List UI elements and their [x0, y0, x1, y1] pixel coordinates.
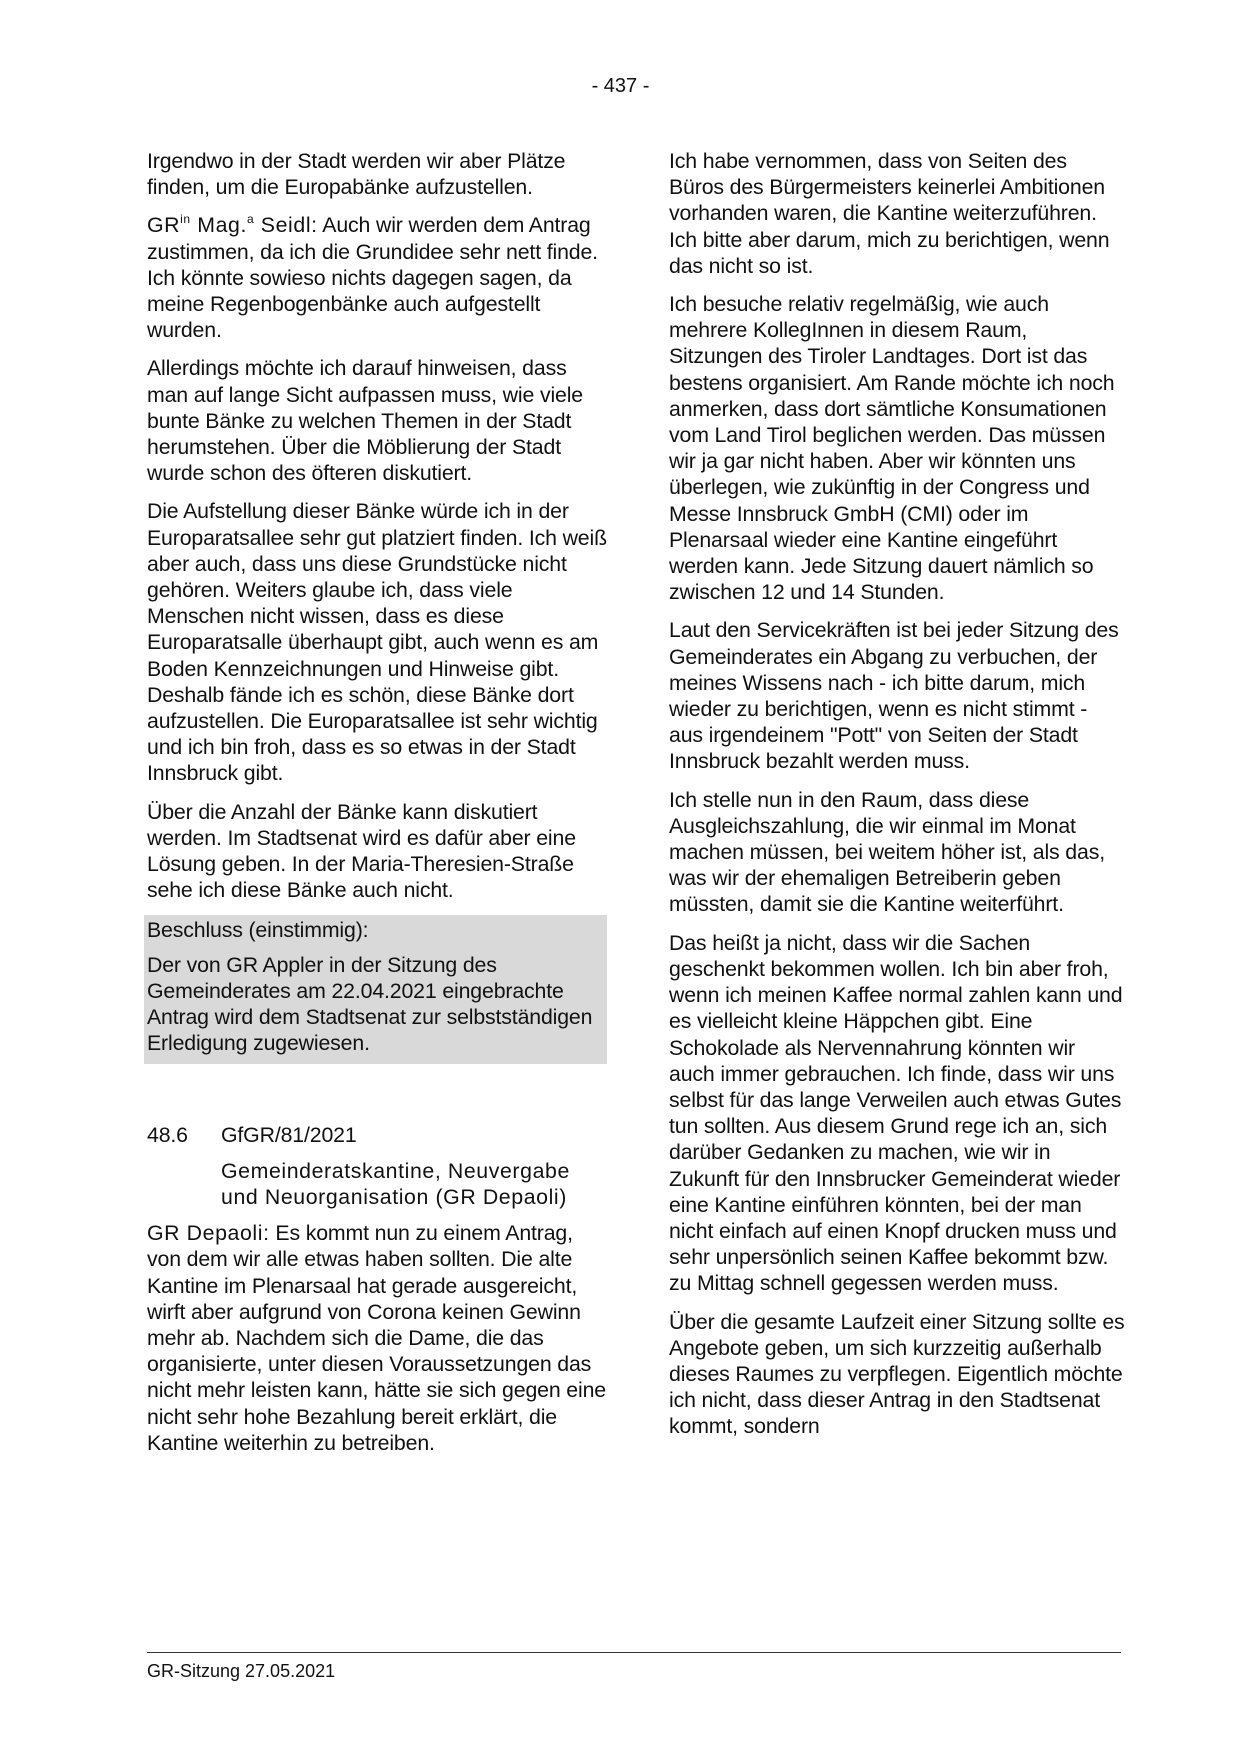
paragraph: Das heißt ja nicht, dass wir die Sachen geschenkt bekommen wollen. Ich bin aber froh, wenn ich meinen Kaffee normal zahlen kann und es vielleicht kleine Häppchen gibt. Eine Schokolade als Nervennahrung könnten wir auch immer gebrauchen. Ich finde, dass wir uns selbst für das lange Verweilen auch etwas Gutes tun sollten. Aus diesem Grund rege ich an, sich darüber Gedanken zu machen, wie wir in Zukunft für den Innsbrucker Gemeinderat wieder eine Kantine einführen könnten, bei der man nicht einfach auf einen Knopf drucken muss und sehr unpersönlich seinen Kaffee bekommt bzw. zu Mittag schnell gegessen werden muss.	[669, 930, 1123, 1296]
speaker-paragraph: GR Depaoli: Es kommt nun zu einem Antrag, von dem wir alle etwas haben sollten. Die alte Kantine im Plenarsaal hat gerade ausgereicht, wirft aber aufgrund von Corona keinen Gewinn mehr ab. Nachdem sich die Dame, die das organisierte, unter diesen Voraussetzungen das nicht mehr leisten kann, hätte sie sich gegen eine nicht sehr hohe Bezahlung bereit erklärt, die Kantine weiterhin zu betreiben.	[147, 1221, 606, 1455]
right-column	[669, 148, 1125, 1440]
footer-divider	[147, 1652, 1121, 1653]
left-column	[147, 148, 607, 1456]
speaker-paragraph: $GR^{in}$ Mag.$^a$ Seidl: Auch wir werden dem Antrag zustimmen, da ich die Grundidee sehr nett finde. Ich könnte sowieso nichts dagegen sagen, da meine Regenbogenbänke auch aufgestellt wurden.	[147, 212, 598, 343]
agenda-item-title: Gemeinderatskantine, Neuvergabe und Neuorganisation (GR Depaoli)	[221, 1158, 570, 1209]
agenda-item-header	[147, 1122, 607, 1211]
paragraph: Über die gesamte Laufzeit einer Sitzung sollte es Angebote geben, um sich kurzzeitig außerhalb dieses Raumes zu verpflegen. Eigentlich möchte ich nicht, dass dieser Antrag in den Stadtsenat kommt, sondern	[669, 1309, 1125, 1439]
paragraph: Laut den Servicekräften ist bei jeder Sitzung des Gemeinderates ein Abgang zu verbuchen, der meines Wissens nach - ich bitte darum, mich wieder zu berichtigen, wenn es nicht stimmt - aus irgendeinem "Pott" von Seiten der Stadt Innsbruck bezahlt werden muss.	[669, 618, 1119, 774]
paragraph: Ich besuche relativ regelmäßig, wie auch mehrere KollegInnen in diesem Raum, Sitzungen des Tiroler Landtages. Dort ist das bestens organisiert. Am Rande möchte ich noch anmerken, dass dort sämtliche Konsumationen vom Land Tirol beglichen werden. Das müssen wir ja gar nicht haben. Aber wir könnten uns überlegen, wie zukünftig in der Congress und Messe Innsbruck GmbH (CMI) oder im Plenarsaal wieder eine Kantine eingeführt werden kann. Jede Sitzung dauert nämlich so zwischen 12 und 14 Stunden.	[669, 292, 1115, 605]
decision-label: Beschluss (einstimmig):	[147, 918, 369, 943]
paragraph: Ich habe vernommen, dass von Seiten des Büros des Bürgermeisters keinerlei Ambitionen vorhanden waren, die Kantine weiterzuführen. Ich bitte aber darum, mich zu berichtigen, wenn das nicht so ist.	[669, 149, 1110, 278]
paragraph: Ich stelle nun in den Raum, dass diese Ausgleichszahlung, die wir einmal im Monat machen müssen, bei weitem höher ist, als das, was wir der ehemaligen Betreiberin geben müssten, damit sie die Kantine weiterführt.	[669, 787, 1105, 917]
paragraph: Über die Anzahl der Bänke kann diskutiert werden. Im Stadtsenat wird es dafür aber eine Lösung geben. In der Maria-Theresien-Straße sehe ich diese Bänke auch nicht.	[147, 799, 576, 903]
paragraph: Allerdings möchte ich darauf hinweisen, dass man auf lange Sicht aufpassen muss, wie viele bunte Bänke zu welchen Themen in der Stadt herumstehen. Über die Möblierung der Stadt wurde schon des öfteren diskutiert.	[147, 356, 583, 486]
speaker-name: $GR^{in}$ Mag.$^a$ Seidl:	[147, 212, 318, 238]
decision-box	[144, 915, 607, 1063]
footer-session-date: GR-Sitzung 27.05.2021	[147, 1661, 336, 1681]
page-number: - 437 -	[591, 75, 650, 97]
agenda-item-code: GfGR/81/2021	[221, 1122, 357, 1147]
paragraph: Irgendwo in der Stadt werden wir aber Plätze finden, um die Europabänke aufzustellen.	[147, 149, 566, 200]
speaker-name: GR Depaoli:	[147, 1221, 270, 1246]
decision-text: Der von GR Appler in der Sitzung des Gemeinderates am 22.04.2021 eingebrachte Antrag wird dem Stadtsenat zur selbstständigen Erledigung zugewiesen.	[147, 952, 593, 1056]
paragraph: Die Aufstellung dieser Bänke würde ich in der Europaratsallee sehr gut platziert finden. Ich weiß aber auch, dass uns diese Grundstücke nicht gehören. Weiters glaube ich, dass viele Menschen nicht wissen, dass es diese Europaratsalle überhaupt gibt, auch wenn es am Boden Kennzeichnungen und Hinweise gibt. Deshalb fände ich es schön, diese Bänke dort aufzustellen. Die Europaratsallee ist sehr wichtig und ich bin froh, dass es so etwas in der Stadt Innsbruck gibt.	[147, 499, 607, 786]
agenda-item-number: 48.6	[147, 1122, 188, 1147]
